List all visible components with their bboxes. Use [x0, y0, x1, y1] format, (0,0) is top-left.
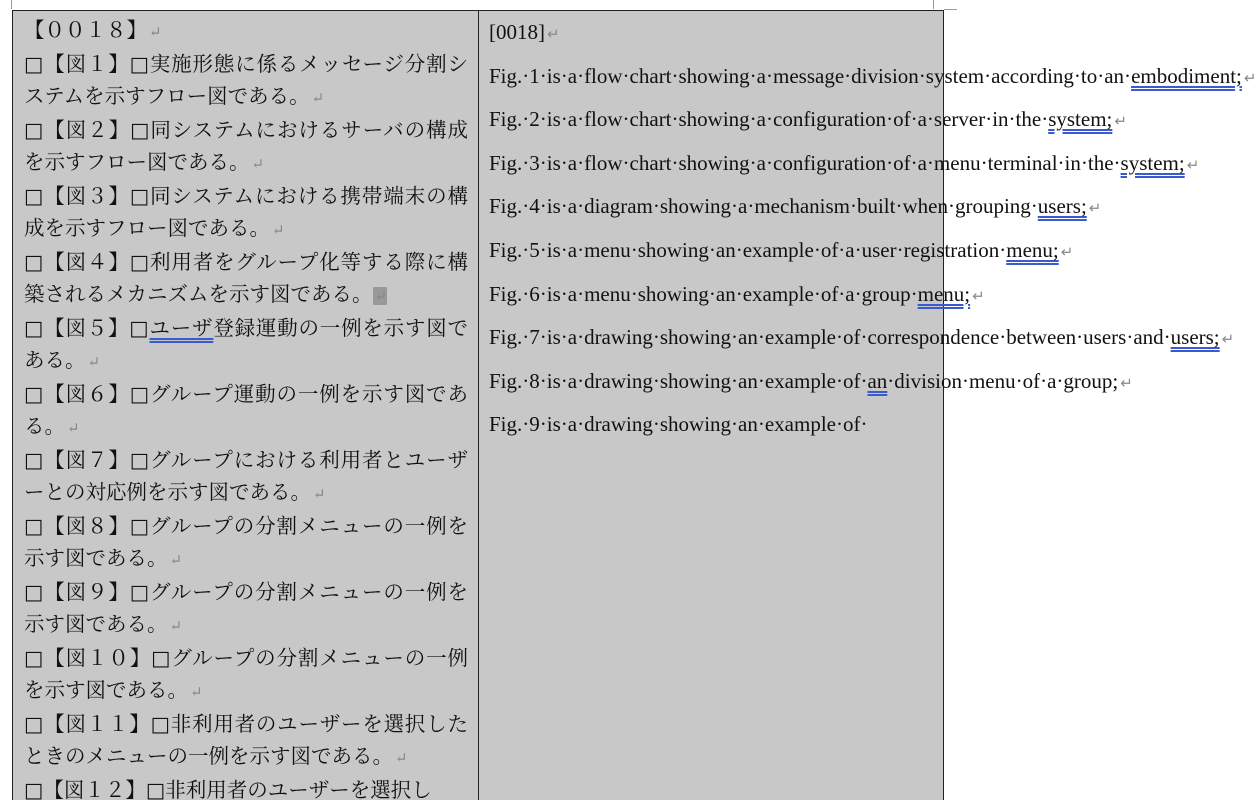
page-corner-mark-left	[11, 0, 12, 9]
english-item-6: Fig.·6·is·a·menu·showing·an·example·of·a·group·menu; ↵	[489, 281, 985, 306]
japanese-item-1: □【図１】□実施形態に係るメッセージ分割システムを示すフロー図である。 ↵	[24, 52, 468, 108]
japanese-item-6: □【図６】□グループ運動の一例を示す図である。 ↵	[24, 382, 468, 438]
spellcheck-underline: menu;	[917, 281, 971, 306]
japanese-item-3: □【図３】□同システムにおける携帯端末の構成を示すフロー図である。 ↵	[24, 184, 468, 240]
english-item-4: Fig.·4·is·a·diagram·showing·a·mechanism·built·when·grouping·users; ↵	[489, 194, 1102, 219]
english-item-3: Fig.·3·is·a·flow·chart·showing·a·configuration·of·a·menu·terminal·in·the·system; ↵	[489, 150, 1200, 175]
japanese-item-4: □【図４】□利用者をグループ化等する際に構築されるメカニズムを示す図である。 ↵	[24, 250, 468, 306]
column-divider	[478, 11, 479, 800]
translation-table	[12, 10, 1256, 802]
japanese-column[interactable]	[24, 11, 468, 803]
spellcheck-underline: an	[867, 368, 888, 393]
japanese-item-8: □【図８】□グループの分割メニューの一例を示す図である。 ↵	[24, 514, 468, 570]
english-item-1: Fig.·1·is·a·flow·chart·showing·a·message·division·system·according·to·an·embodiment; ↵	[489, 63, 1256, 88]
spellcheck-underline: embodiment;	[1131, 63, 1242, 88]
spellcheck-underline: users;	[1170, 325, 1220, 350]
japanese-item-11: □【図１１】□非利用者のユーザーを選択したときのメニューの一例を示す図である。 ↵	[24, 712, 468, 768]
english-item-7: Fig.·7·is·a·drawing·showing·an·example·of·correspondence·between·users·and·users; ↵	[489, 325, 1235, 350]
japanese-item-12: □【図１２】□非利用者のユーザーを選択し	[24, 778, 432, 802]
page-corner-mark-right-h	[944, 9, 957, 10]
page-corner-mark-right	[933, 0, 934, 9]
japanese-item-7: □【図７】□グループにおける利用者とユーザーとの対応例を示す図である。 ↵	[24, 448, 468, 504]
english-column[interactable]	[489, 11, 1256, 444]
english-item-2: Fig.·2·is·a·flow·chart·showing·a·configuration·of·a·server·in·the·system; ↵	[489, 107, 1127, 132]
english-item-5: Fig.·5·is·a·menu·showing·an·example·of·a·user·registration·menu; ↵	[489, 237, 1074, 262]
spellcheck-underline: system;	[1048, 107, 1113, 132]
english-item-8: Fig.·8·is·a·drawing·showing·an·example·of·an·division·menu·of·a·group; ↵	[489, 368, 1133, 393]
spellcheck-underline: users;	[1037, 194, 1087, 219]
japanese-item-9: □【図９】□グループの分割メニューの一例を示す図である。 ↵	[24, 580, 468, 636]
spellcheck-underline: menu;	[1006, 237, 1059, 262]
spellcheck-underline: ユーザ	[149, 316, 214, 340]
japanese-heading: 【００１８】 ↵	[24, 18, 162, 42]
japanese-item-10: □【図１０】□グループの分割メニューの一例を示す図である。 ↵	[24, 646, 468, 702]
english-heading: [0018] ↵	[489, 20, 560, 44]
japanese-item-2: □【図２】□同システムにおけるサーバの構成を示すフロー図である。 ↵	[24, 118, 468, 174]
selected-paragraph-mark: ↵	[374, 287, 388, 305]
english-item-9: Fig.·9·is·a·drawing·showing·an·example·of·	[489, 412, 868, 437]
spellcheck-underline: system;	[1120, 150, 1185, 175]
japanese-item-5: □【図５】□ユーザ登録運動の一例を示す図である。 ↵	[24, 316, 469, 372]
